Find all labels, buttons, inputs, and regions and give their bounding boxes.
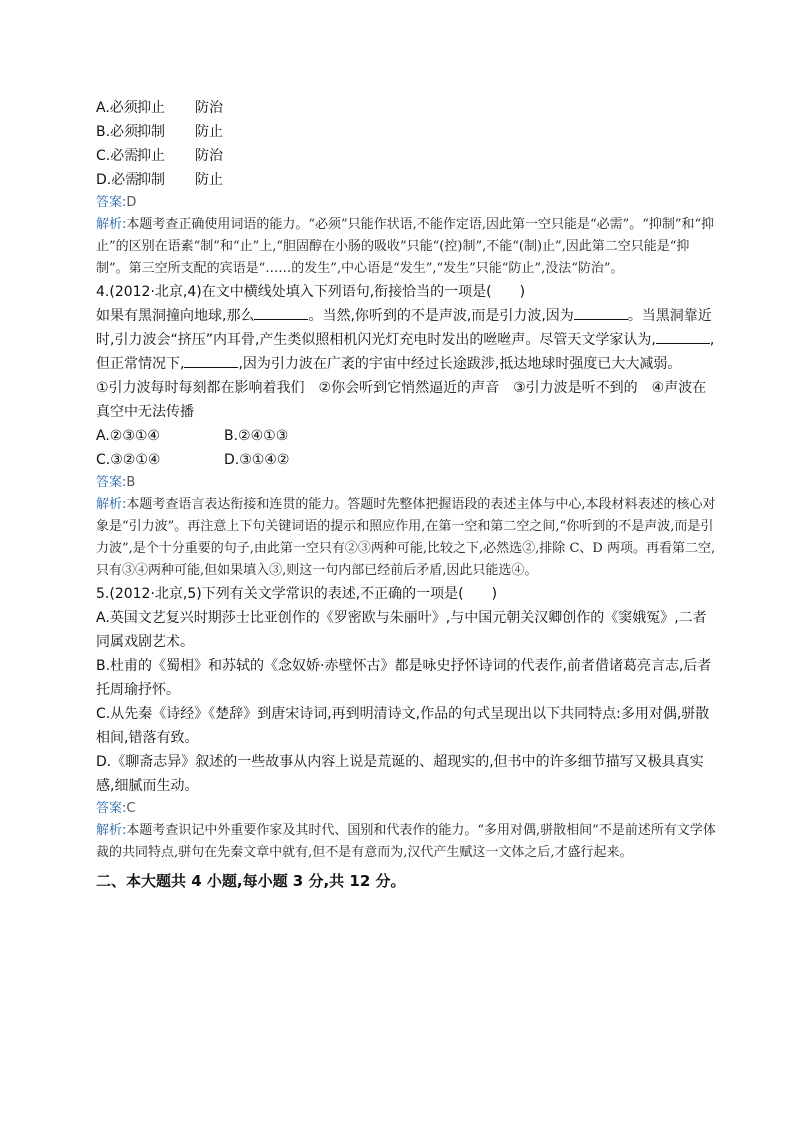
option-a: A.②③①④ xyxy=(96,428,160,444)
explanation-label: 解析: xyxy=(96,497,127,512)
option-d: D.③①④② xyxy=(224,452,290,468)
section-heading: 二、本大题共 4 小题,每小题 3 分,共 12 分。 xyxy=(96,872,406,890)
option-word: 抑止 xyxy=(137,148,165,164)
passage-text: 如果有黑洞撞向地球,那么 xyxy=(96,308,255,324)
fill-blank xyxy=(574,305,628,320)
q5-answer xyxy=(96,798,716,820)
q5-stem: 5.(2012·北京,5)下列有关文学常识的表述,不正确的一项是( ) xyxy=(96,586,498,602)
option-label: A.必须 xyxy=(96,100,138,116)
q4-explanation xyxy=(96,494,716,582)
q4-passage xyxy=(96,304,716,376)
q4-answer xyxy=(96,472,716,494)
option-word: 防治 xyxy=(195,100,223,116)
q4-sentences: ①引力波每时每刻都在影响着我们 ②你会听到它悄然逼近的声音 ③引力波是听不到的 ④声波在真空中无法传播 xyxy=(96,380,707,420)
option-word: 抑止 xyxy=(137,100,165,116)
fill-blank xyxy=(254,305,308,320)
option-b: B.②④①③ xyxy=(224,428,289,444)
option-word: 抑制 xyxy=(137,172,165,188)
option-word: 抑制 xyxy=(137,124,165,140)
explanation-label: 解析: xyxy=(96,823,127,838)
passage-text: 。当黑洞靠近时,引力波会“挤压”内耳骨,产生类似照相机闪光灯充电时发出的咝咝声。尽管天文学家认为, xyxy=(96,308,712,348)
option-word: 防止 xyxy=(195,124,223,140)
option-c xyxy=(96,144,716,168)
answer-value: D xyxy=(126,195,137,210)
q5-option-a: A.英国文艺复兴时期莎士比亚创作的《罗密欧与朱丽叶》,与中国元朝关汉卿创作的《窦娥冤》,二者同属戏剧艺术。 xyxy=(96,610,707,650)
option-label: C.必需 xyxy=(96,148,139,164)
option-label: B.必须 xyxy=(96,124,139,140)
exam-page xyxy=(96,96,716,894)
q5-explanation xyxy=(96,820,716,864)
q3-explanation xyxy=(96,214,716,280)
answer-value: B xyxy=(126,475,136,490)
option-d xyxy=(96,168,716,192)
explanation-label: 解析: xyxy=(96,217,127,232)
fill-blank xyxy=(656,329,710,344)
q5-option-b: B.杜甫的《蜀相》和苏轼的《念奴娇·赤壁怀古》都是咏史抒怀诗词的代表作,前者借诸葛亮言志,后者托周瑜抒怀。 xyxy=(96,658,712,698)
q5-option-c: C.从先秦《诗经》《楚辞》到唐宋诗词,再到明清诗文,作品的句式呈现出以下共同特点:多用对偶,骈散相间,错落有致。 xyxy=(96,706,710,746)
option-word: 防止 xyxy=(195,172,223,188)
option-c: C.③②①④ xyxy=(96,452,161,468)
q4-options-row xyxy=(96,424,716,448)
answer-value: C xyxy=(126,801,136,816)
option-a xyxy=(96,96,716,120)
answer-label: 答案: xyxy=(96,801,127,816)
answer-label: 答案: xyxy=(96,195,127,210)
q3-answer xyxy=(96,192,716,214)
fill-blank xyxy=(184,353,238,368)
passage-text: ,但正常情况下, xyxy=(96,332,715,372)
option-b xyxy=(96,120,716,144)
option-label: D.必需 xyxy=(96,172,140,188)
explanation-text: 本题考查识记中外重要作家及其时代、国别和代表作的能力。“多用对偶,骈散相间”不是前述所有文学体裁的共同特点,骈句在先秦文章中就有,但不是有意而为,汉代产生赋这一文体之后,才盛行起来。 xyxy=(96,823,716,860)
explanation-text: 本题考查正确使用词语的能力。“必须”只能作状语,不能作定语,因此第一空只能是“必需”。“抑制”和“抑止”的区别在语素“制”和“止”上,“胆固醇在小肠的吸收”只能“(控)制”,不能“(制)止”,因此第二空只能是“抑制”。第三空所支配的宾语是“……的发生”,中心语是“发生”,“发生”只能“防止”,没法“防治”。 xyxy=(96,217,715,276)
q4-options-row xyxy=(96,448,716,472)
passage-text: ,因为引力波在广袤的宇宙中经过长途跋涉,抵达地球时强度已大大减弱。 xyxy=(238,356,682,372)
answer-label: 答案: xyxy=(96,475,127,490)
explanation-text: 本题考查语言表达衔接和连贯的能力。答题时先整体把握语段的表述主体与中心,本段材料表述的核心对象是“引力波”。再注意上下句关键词语的提示和照应作用,在第一空和第二空之间,“你听到的不是声波,而是引力波”,是个十分重要的句子,由此第一空只有②③两种可能,比较之下,必然选②,排除 C、D 两项。再看第二空,只有③④两种可能,但如果填入③,则这一句内部已经前后矛盾,因此只能选④。 xyxy=(96,497,716,578)
q5-option-d: D.《聊斋志异》叙述的一些故事从内容上说是荒诞的、超现实的,但书中的许多细节描写又极具真实感,细腻而生动。 xyxy=(96,754,704,794)
passage-text: 。当然,你听到的不是声波,而是引力波,因为 xyxy=(308,308,574,324)
q4-stem: 4.(2012·北京,4)在文中横线处填入下列语句,衔接恰当的一项是( ) xyxy=(96,284,526,300)
q3-options xyxy=(96,96,716,192)
option-word: 防治 xyxy=(195,148,223,164)
